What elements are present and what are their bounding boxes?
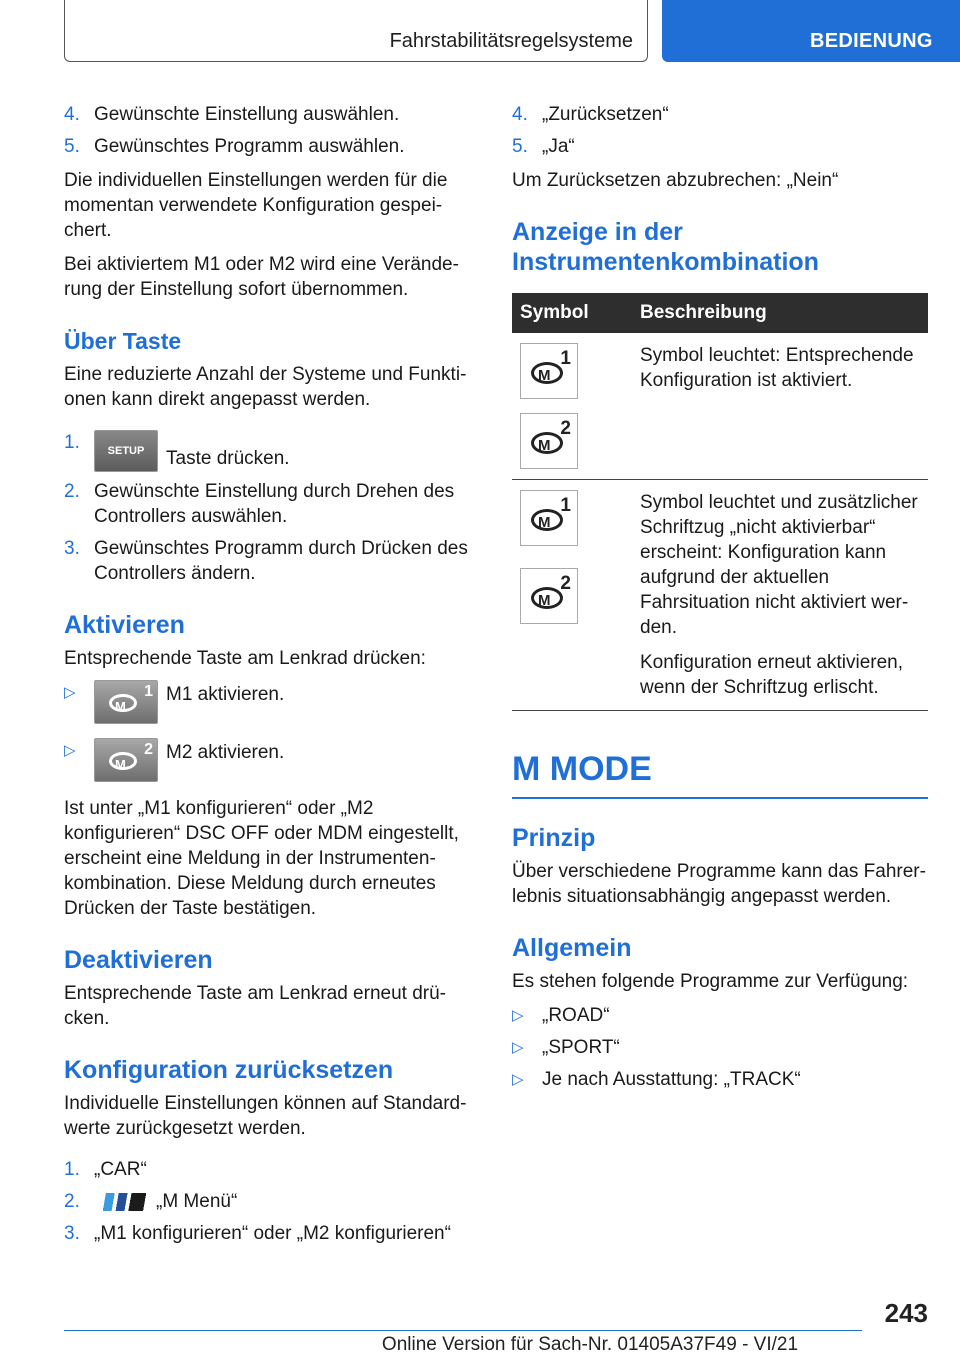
programs-list: [512, 1003, 928, 1092]
list-item: 2. „M Menü“: [64, 1191, 238, 1212]
header-section-tab: [64, 0, 648, 62]
paragraph: Entsprechende Taste am Lenkrad drücken:: [64, 648, 426, 669]
symbol-table: [512, 293, 928, 711]
m2-indicator-icon: M 2: [520, 413, 578, 469]
footer-divider: [64, 1330, 862, 1331]
table-header-description: Beschreibung: [632, 293, 928, 333]
heading-anzeige: Anzeige in der Instrumentenkombination: [512, 218, 819, 276]
list-item: 3. „M1 konfigurieren“ oder „M2 konfigurieren“: [64, 1223, 451, 1244]
paragraph: Um Zurücksetzen abzubrechen: „Nein“: [512, 170, 839, 191]
list-item: ▷ „ROAD“: [512, 1005, 610, 1026]
list-item: ▷ „SPORT“: [512, 1037, 620, 1058]
heading-prinzip: Prinzip: [512, 824, 596, 852]
footer-text: Online Version für Sach-Nr. 01405A37F49 - VI/21: [381, 1334, 799, 1355]
table-cell-text: Konfiguration erneut aktivieren, wenn der Schriftzug erlischt.: [640, 652, 903, 698]
paragraph: Eine reduzierte Anzahl der Systeme und Funktionen kann direkt angepasst werden.: [64, 364, 467, 410]
m1-indicator-icon: M 1: [520, 490, 578, 546]
steps-setup-list: [64, 430, 474, 586]
list-item: ▷ M 1 M1 aktivieren.: [64, 680, 474, 724]
list-item: 3. Gewünschtes Programm durch Drücken des Controllers ändern.: [64, 538, 468, 584]
paragraph: Es stehen folgende Programme zur Verfügung:: [512, 971, 909, 992]
steps-top-list: [64, 102, 474, 159]
paragraph: Ist unter „M1 konfigurieren“ oder „M2 konfigurieren“ DSC OFF oder MDM eingestellt, erscheint eine Meldung in der Instrumentenkombination. Diese Meldung durch erneutes Drücken der Taste bestätigen.: [64, 798, 459, 919]
list-item: 2. Gewünschte Einstellung durch Drehen des Controllers auswählen.: [64, 481, 455, 527]
paragraph: Über verschiedene Programme kann das Fahrerlebnis situationsabhängig angepasst werden.: [512, 861, 926, 907]
list-item: 5. Gewünschtes Programm auswählen.: [64, 136, 405, 157]
left-column: [64, 102, 474, 1255]
activate-list: [64, 680, 474, 782]
steps-right-list: [512, 102, 928, 159]
list-item: 4. „Zurücksetzen“: [512, 104, 669, 125]
list-item: ▷ M 2 M2 aktivieren.: [64, 738, 474, 782]
heading-deaktivieren: Deaktivieren: [64, 946, 213, 974]
list-item: 1. SETUP Taste drücken.: [64, 430, 474, 472]
paragraph: Bei aktiviertem M1 oder M2 wird eine Veränderung der Einstellung sofort übernommen.: [64, 254, 459, 300]
header-chapter-tab: [662, 0, 960, 62]
list-item: 4. Gewünschte Einstellung auswählen.: [64, 104, 400, 125]
list-item: ▷ Je nach Ausstattung: „TRACK“: [512, 1069, 801, 1090]
page-number: 243: [884, 1298, 928, 1328]
paragraph: Individuelle Einstellungen können auf Standardwerte zurückgesetzt werden.: [64, 1093, 467, 1139]
heading-m-mode: M MODE: [512, 747, 928, 799]
list-item: 5. „Ja“: [512, 136, 575, 157]
paragraph: Die individuellen Einstellungen werden für die momentan verwendete Konfiguration gespeichert.: [64, 170, 448, 241]
table-cell-text: Symbol leuchtet: Entsprechende Konfiguration ist aktiviert.: [640, 345, 914, 391]
heading-allgemein: Allgemein: [512, 934, 632, 962]
setup-button-icon: SETUP: [94, 430, 158, 472]
m-logo-icon: [102, 1193, 148, 1211]
steps-reset-list: [64, 1157, 474, 1246]
list-item: 1. „CAR“: [64, 1159, 147, 1180]
heading-ueber-taste: Über Taste: [64, 328, 182, 354]
m2-indicator-icon: M 2: [520, 568, 578, 624]
table-row: [512, 480, 928, 711]
table-cell-text: Symbol leuchtet und zusätzlicher Schriftzug „nicht aktivierbar“ erscheint: Konfiguration kann aufgrund der aktuellen Fahrsituation nicht aktiviert werden.: [640, 492, 918, 638]
m1-indicator-icon: M 1: [520, 343, 578, 399]
heading-konfiguration-zuruecksetzen: Konfiguration zurücksetzen: [64, 1056, 394, 1084]
m2-steering-button-icon: M 2: [94, 738, 158, 782]
m1-steering-button-icon: M 1: [94, 680, 158, 724]
heading-aktivieren: Aktivieren: [64, 611, 185, 639]
header-chapter-title: BEDIENUNG: [810, 30, 933, 52]
header-section-title: Fahrstabilitätsregelsysteme: [389, 30, 633, 52]
table-row: [512, 333, 928, 480]
right-column: [512, 102, 928, 1101]
table-header-symbol: Symbol: [512, 293, 632, 333]
paragraph: Entsprechende Taste am Lenkrad erneut drücken.: [64, 983, 446, 1029]
